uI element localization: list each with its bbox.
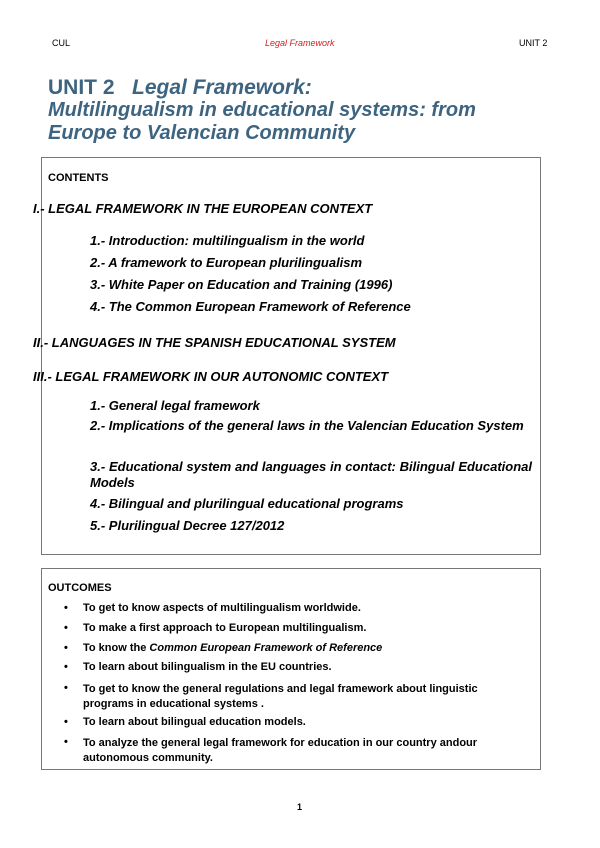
header-left: CUL bbox=[52, 38, 71, 48]
page-title bbox=[48, 76, 312, 100]
bullet: • bbox=[64, 602, 68, 614]
bullet: • bbox=[64, 682, 68, 694]
contents-item[interactable]: 2.- Implications of the general laws in the Valencian Education System bbox=[90, 418, 524, 433]
title-line3: Europe to Valencian Community bbox=[48, 122, 356, 144]
bullet: • bbox=[64, 642, 68, 654]
outcome-item: To analyze the general legal framework for education in our country andour autonomous community. bbox=[83, 737, 478, 764]
unit-label: UNIT 2 bbox=[48, 76, 115, 99]
contents-heading: CONTENTS bbox=[48, 172, 109, 184]
outcome-item: To get to know aspects of multilingualism worldwide. bbox=[83, 602, 361, 614]
bullet: • bbox=[64, 716, 68, 728]
contents-item[interactable]: 1.- Introduction: multilingualism in the world bbox=[90, 233, 365, 248]
bullet: • bbox=[64, 736, 68, 748]
outcome-item: To learn about bilingualism in the EU countries. bbox=[83, 661, 332, 673]
outcome-italic: Common European Framework of Reference bbox=[149, 642, 383, 654]
outcome-item: To make a first approach to European multilingualism. bbox=[83, 622, 367, 634]
bullet: • bbox=[64, 661, 68, 673]
contents-item[interactable]: 3.- White Paper on Education and Training (1996) bbox=[90, 277, 393, 292]
header-right: UNIT 2 bbox=[519, 38, 548, 48]
title-line2: Multilingualism in educational systems: from bbox=[48, 99, 476, 121]
section-1[interactable]: I.- LEGAL FRAMEWORK IN THE EUROPEAN CONTEXT bbox=[33, 201, 373, 216]
page-number: 1 bbox=[297, 802, 303, 812]
outcome-item bbox=[83, 642, 382, 654]
outcome-item: To learn about bilingual education models. bbox=[83, 716, 306, 728]
outcome-item: To get to know the general regulations and legal framework about linguistic programs in educational systems . bbox=[83, 683, 478, 710]
title-main: Legal Framework: bbox=[132, 76, 312, 99]
section-3[interactable]: III.- LEGAL FRAMEWORK IN OUR AUTONOMIC CONTEXT bbox=[33, 369, 389, 384]
outcomes-heading: OUTCOMES bbox=[48, 582, 112, 594]
section-2[interactable]: II.- LANGUAGES IN THE SPANISH EDUCATIONAL SYSTEM bbox=[33, 335, 396, 350]
contents-item[interactable]: 1.- General legal framework bbox=[90, 398, 260, 413]
contents-item[interactable]: 4.- The Common European Framework of Reference bbox=[90, 299, 411, 314]
contents-item[interactable]: 2.- A framework to European plurilingualism bbox=[90, 255, 363, 270]
header-center: Legal Framework bbox=[265, 38, 335, 48]
contents-item[interactable]: 3.- Educational system and languages in contact: Bilingual Educational Models bbox=[90, 459, 532, 490]
bullet: • bbox=[64, 622, 68, 634]
contents-item[interactable]: 4.- Bilingual and plurilingual educational programs bbox=[90, 496, 404, 511]
outcome-text: To know the bbox=[83, 642, 150, 654]
contents-item[interactable]: 5.- Plurilingual Decree 127/2012 bbox=[90, 518, 285, 533]
